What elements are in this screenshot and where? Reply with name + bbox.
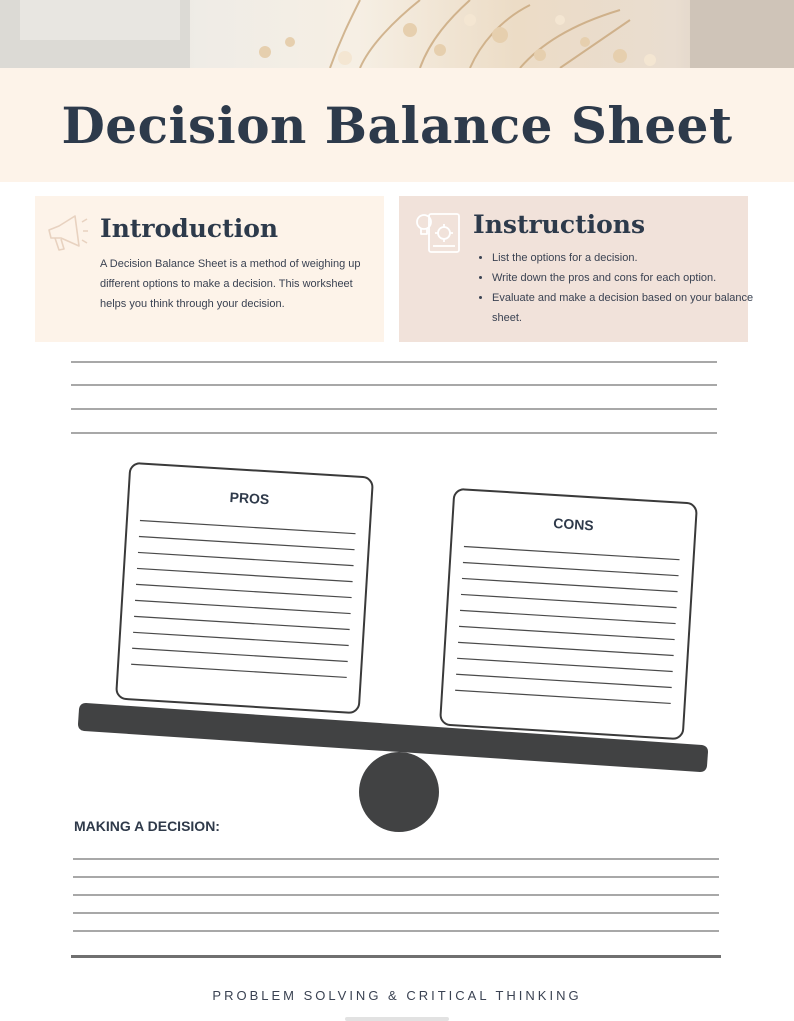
decision-line[interactable] [73,912,719,914]
instruction-item: • Write down the pros and cons for each option. [492,268,757,288]
decision-line[interactable] [73,876,719,878]
decision-label: MAKING A DECISION: [74,818,220,834]
cons-label: CONS [552,514,595,534]
footer-text: PROBLEM SOLVING & CRITICAL THINKING [212,988,582,1003]
introduction-heading: Introduction [100,214,279,243]
page-title: Decision Balance Sheet [61,95,733,155]
decision-line[interactable] [73,930,719,932]
instruction-item: • List the options for a decision. [492,248,757,268]
instruction-item: • Evaluate and make a decision based on your balance sheet. [492,288,757,328]
cons-box[interactable] [440,489,697,739]
bottom-divider [71,955,721,958]
decision-line[interactable] [73,858,719,860]
footer-decoration [345,1017,449,1021]
scale-fulcrum [359,752,439,832]
instructions-heading: Instructions [473,210,646,239]
decision-line[interactable] [73,894,719,896]
pros-box[interactable] [116,463,373,713]
pros-label: PROS [229,488,270,508]
introduction-text: A Decision Balance Sheet is a method of weighing up different options to make a decision. This worksheet helps you think through your decision. [100,258,361,310]
